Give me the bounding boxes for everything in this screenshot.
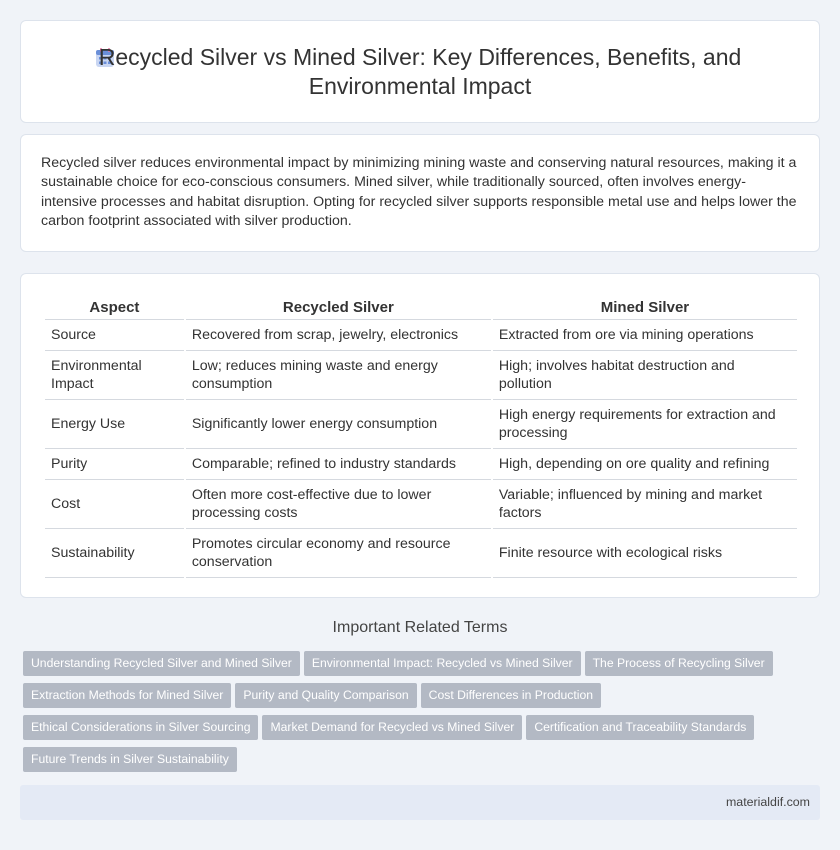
cell-recycled: Comparable; refined to industry standards bbox=[186, 449, 491, 480]
related-term-tag[interactable]: Purity and Quality Comparison bbox=[235, 683, 416, 708]
cell-mined: High energy requirements for extraction and processing bbox=[493, 400, 797, 449]
table-row bbox=[45, 351, 797, 400]
cell-recycled: Often more cost-effective due to lower processing costs bbox=[186, 480, 491, 529]
header-card bbox=[20, 20, 820, 123]
cell-mined: Variable; influenced by mining and market factors bbox=[493, 480, 797, 529]
related-term-tag[interactable]: Understanding Recycled Silver and Mined Silver bbox=[23, 651, 300, 676]
cell-recycled: Low; reduces mining waste and energy consumption bbox=[186, 351, 491, 400]
table-row bbox=[45, 480, 797, 529]
related-term-tag[interactable]: Extraction Methods for Mined Silver bbox=[23, 683, 231, 708]
cell-mined: Finite resource with ecological risks bbox=[493, 529, 797, 578]
cell-aspect: Environmental Impact bbox=[45, 351, 184, 400]
cell-recycled: Recovered from scrap, jewelry, electronics bbox=[186, 320, 491, 351]
page-title: Recycled Silver vs Mined Silver: Key Differences, Benefits, and Environmental Impact bbox=[98, 44, 742, 99]
footer-site-link[interactable]: materialdif.com bbox=[725, 795, 810, 809]
intro-paragraph: Recycled silver reduces environmental impact by minimizing mining waste and conserving natural resources, making it a sustainable choice for eco-conscious consumers. Mined silver, while traditionally sourced, often involves energy-intensive processes and habitat disruption. Opting for recycled silver supports responsible metal use and helps lower the carbon footprint associated with silver production. bbox=[41, 155, 797, 230]
cell-mined: High, depending on ore quality and refining bbox=[493, 449, 797, 480]
table-row bbox=[45, 400, 797, 449]
cell-mined: High; involves habitat destruction and pollution bbox=[493, 351, 797, 400]
cell-aspect: Sustainability bbox=[45, 529, 184, 578]
cell-aspect: Purity bbox=[45, 449, 184, 480]
comparison-card bbox=[20, 273, 820, 598]
related-term-tag[interactable]: Future Trends in Silver Sustainability bbox=[23, 747, 237, 772]
header-recycled-silver: Recycled Silver bbox=[186, 294, 491, 320]
cell-aspect: Source bbox=[45, 320, 184, 351]
cell-recycled: Promotes circular economy and resource conservation bbox=[186, 529, 491, 578]
table-row bbox=[45, 320, 797, 351]
cell-recycled: Significantly lower energy consumption bbox=[186, 400, 491, 449]
related-terms-heading: Important Related Terms bbox=[332, 619, 508, 636]
related-term-tag[interactable]: Environmental Impact: Recycled vs Mined Silver bbox=[304, 651, 581, 676]
intro-card bbox=[20, 134, 820, 252]
cell-aspect: Cost bbox=[45, 480, 184, 529]
related-terms-list bbox=[23, 651, 813, 779]
related-term-tag[interactable]: Market Demand for Recycled vs Mined Silver bbox=[262, 715, 522, 740]
header-aspect: Aspect bbox=[45, 294, 184, 320]
table-row bbox=[45, 449, 797, 480]
cell-mined: Extracted from ore via mining operations bbox=[493, 320, 797, 351]
related-term-tag[interactable]: Cost Differences in Production bbox=[421, 683, 601, 708]
table-header-row bbox=[45, 294, 797, 320]
related-term-tag[interactable]: Ethical Considerations in Silver Sourcing bbox=[23, 715, 258, 740]
header-mined-silver: Mined Silver bbox=[493, 294, 797, 320]
comparison-table bbox=[43, 294, 799, 578]
related-term-tag[interactable]: Certification and Traceability Standards bbox=[526, 715, 754, 740]
related-term-tag[interactable]: The Process of Recycling Silver bbox=[585, 651, 773, 676]
footer-bar bbox=[20, 785, 820, 820]
table-row bbox=[45, 529, 797, 578]
cell-aspect: Energy Use bbox=[45, 400, 184, 449]
